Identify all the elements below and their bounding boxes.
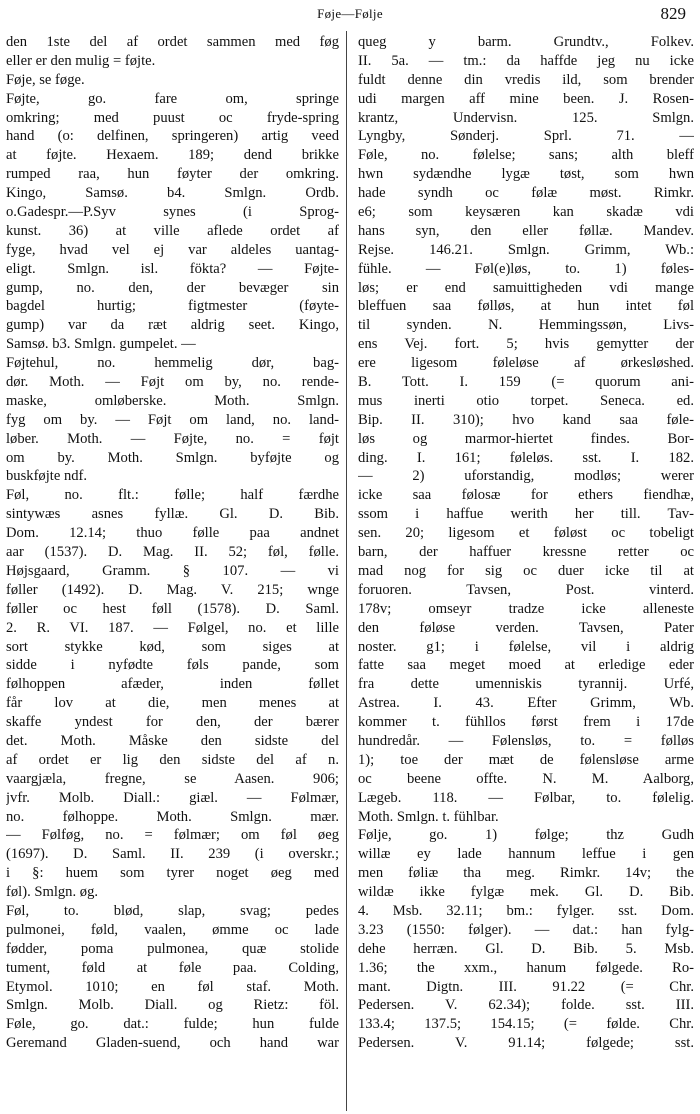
text-line: Pedersen. V. 62.34); folde. sst. III. [358,997,694,1014]
text-line: Kingo, Samsø. b4. Smlgn. Ordb. [6,185,339,202]
text-line: løs og marmor-hiertet findes. Bor- [358,430,694,447]
text-line: 2. R. VI. 187. — Følgel, no. et lille [6,619,339,636]
text-line: Føle, no. følelse; sans; alth bleff [358,147,694,164]
text-line: noster. g1; i følelse, vil i aldrig [358,638,694,655]
text-line: oc beene offte. N. M. Aalborg, [358,770,694,787]
text-line: 3.23 (1550: følger). — dat.: han fylg- [358,921,694,938]
text-line: Føle, go. dat.: fulde; hun fulde [6,1016,339,1033]
text-line: — 2) uforstandig, modløs; werer [358,468,694,485]
text-line: ssom i haffue werith her till. Tav- [358,506,694,523]
text-line: fra dette umenniskis tyrannij. Urfé, [358,676,694,693]
text-line: kommer t. fühllos først frem i 17de [358,714,694,731]
text-line: mad nog for sig oc duer icke til at [358,562,694,579]
text-line: gump) var da ræt aldrig seet. Kingo, [6,317,339,334]
page-number: 829 [660,4,686,23]
text-line: får lov at die, men menes at [6,695,339,712]
text-line: til synden. N. Hemmingssøn, Livs- [358,317,694,334]
text-line: Føjte, go. fare om, springe [6,90,339,107]
text-line: omkring; med puust oc fryde-spring [6,109,339,126]
text-line: hade syndh oc følæ møst. Rimkr. [358,185,694,202]
text-line: af ordet er lig den sidste del af n. [6,751,339,768]
text-line: o.Gadespr.—P.Syv synes (i Sprog- [6,204,339,221]
text-line: sort stykke kød, som siges at [6,638,339,655]
text-line: pulmonei, føld, vaalen, ømme oc lade [6,921,339,938]
text-line: Lyngby, Sønderj. Sprl. 71. — [358,128,694,145]
text-line: eligt. Smlgn. isl. fökta? — Føjte- [6,260,339,277]
text-line: barn, der haffuer kressne retter oc [358,544,694,561]
running-head: Føje—Følje [317,6,383,21]
text-line: Pedersen. V. 91.14; følgede; sst. [358,1035,694,1052]
text-line: Moth. Smlgn. t. fühlbar. [358,808,499,825]
text-line: Lægeb. 118. — Følbar, to. følelig. [358,789,694,806]
text-line: hans syn, den eller føllæ. Mandev. [358,222,694,239]
text-line: no. følhoppe. Moth. Smlgn. mær. [6,808,339,825]
text-line: gump, no. den, der bevæger sin [6,279,339,296]
text-line: Føje, se føge. [6,71,85,88]
text-line: eller er den mulig = føjte. [6,52,156,69]
text-line: jvfr. Molb. Diall.: giæl. — Følmær, [6,789,339,806]
text-line: kunst. 36) at ville aflede ordet af [6,222,339,239]
text-line: Samsø. b3. Smlgn. gumpelet. — [6,336,196,353]
text-line: willæ ey lade hannum leffue i gen [358,846,694,863]
text-line: i §: huem som tyrer noget øeg med [6,865,339,882]
text-line: e6; som keysæren kan skadæ vdi [358,204,694,221]
text-line: rumped raa, hun føyter der omkring. [6,166,339,183]
text-line: B. Tott. I. 159 (= quorum ani- [358,374,694,391]
text-line: hundredår. — Følensløs, to. = følløs [358,732,694,749]
text-line: skaffe yndest for den, der bærer [6,714,339,731]
text-line: den føløse verden. Tavsen, Pater [358,619,694,636]
text-line: sidde i nyfødte føls pande, som [6,657,339,674]
text-line: Føl, no. flt.: følle; half færdhe [6,487,339,504]
text-line: Bip. II. 310); hvo kand saa føle- [358,411,694,428]
text-line: udi margen aff mine been. J. Rosen- [358,90,694,107]
text-line: Føl, to. blød, slap, svag; pedes [6,902,339,919]
text-line: tument, føld at føle paa. Colding, [6,959,339,976]
text-line: Følje, go. 1) følge; thz Gudh [358,827,694,844]
text-line: Dom. 12.14; thuo følle paa andnet [6,525,339,542]
column-divider [346,31,347,1111]
text-line: Højsgaard, Gramm. § 107. — vi [6,562,339,579]
text-line: Geremand Gladen-suend, och hand war [6,1035,339,1052]
text-line: føl). Smlgn. øg. [6,884,99,901]
text-line: føller oc hest føll (1578). D. Saml. [6,600,339,617]
text-line: 133.4; 137.5; 154.15; (= følde. Chr. [358,1016,694,1033]
text-line: Rejse. 146.21. Smlgn. Grimm, Wb.: [358,241,694,258]
text-line: bagdel hurtig; figtmester (føyte- [6,298,339,315]
text-line: dehe herræn. Gl. D. Bib. 5. Msb. [358,940,694,957]
text-line: ens Vej. fort. 5; hvis gemytter der [358,336,694,353]
text-line: mus inerti otio torpet. Seneca. ed. [358,392,694,409]
text-line: buskføjte ndf. [6,468,88,485]
text-line: 1); toe der mæt de følensløse arme [358,751,694,768]
text-line: — Følføg, no. = følmær; om føl øeg [6,827,339,844]
text-line: om by. Moth. Smlgn. byføjte og [6,449,339,466]
text-line: ere ligesom føleløse af ørkesløshed. [358,355,694,372]
text-line: løber. Moth. — Føjte, no. = føjt [6,430,339,447]
text-line: dør. Moth. — Føjt om by, no. rende- [6,374,339,391]
left-column [6,33,339,1053]
text-line: icke saa følosæ for ethers fiendhæ, [358,487,694,504]
text-line: Astrea. I. 43. Efter Grimm, Wb. [358,695,694,712]
text-line: fyge, hvad vel ej var aldeles uantag- [6,241,339,258]
text-line: fuldt denne din vredis ild, som brender [358,71,694,88]
text-line: hand (o: delfinen, springeren) artig veed [6,128,339,145]
text-line: ding. I. 161; føleløs. sst. I. 182. [358,449,694,466]
text-line: mant. Digtn. III. 91.22 (= Chr. [358,978,694,995]
text-line: løs; er end samuittigheden vdi mange [358,279,694,296]
text-line: wildæ ikke fylgæ mek. Gl. D. Bib. [358,884,694,901]
text-line: fühle. — Føl(e)løs, to. 1) føles- [358,260,694,277]
text-line: fyg om by. — Føjt om land, no. land- [6,411,339,428]
text-line: aar (1537). D. Mag. II. 52; føl, følle. [6,544,339,561]
text-line: foruoren. Tavsen, Post. vinterd. [358,581,694,598]
page-header [0,0,700,28]
text-line: maske, omløberske. Moth. Smlgn. [6,392,339,409]
text-line: 178v; omseyr tradze icke alleneste [358,600,694,617]
text-line: Føjtehul, no. hemmelig dør, bag- [6,355,339,372]
text-line: den 1ste del af ordet sammen med føg [6,34,339,50]
text-line: sintywæs asnes fyllæ. Gl. D. Bib. [6,506,339,523]
text-line: krantz, Undervisn. 125. Smlgn. [358,109,694,126]
right-column [358,33,694,1053]
text-line: Smlgn. Molb. Diall. og Rietz: föl. [6,997,339,1014]
text-line: queg y barm. Grundtv., Folkev. [358,34,694,50]
text-line: fatte saa meget moed at erledige eder [358,657,694,674]
text-line: (1697). D. Saml. II. 239 (i overskr.; [6,846,339,863]
text-line: at føjte. Hexaem. 189; dend brikke [6,147,339,164]
text-line: sen. 20; ligesom et føløst oc tobeligt [358,525,694,542]
text-line: hwn sydændhe lygæ tøst, som hwn [358,166,694,183]
text-line: bleffuen saa følløs, at hun intet føl [358,298,694,315]
text-line: føller (1492). D. Mag. V. 215; wnge [6,581,339,598]
text-line: det. Moth. Måske den sidste del [6,732,339,749]
text-line: 1.36; the xxm., hanum følgede. Ro- [358,959,694,976]
text-line: men føliæ tha meg. Rimkr. 14v; the [358,865,694,882]
text-line: fødder, poma pulmonea, quæ stolide [6,940,339,957]
text-line: følhoppen afæder, inden føllet [6,676,339,693]
text-line: vaargjæla, fregne, se Aasen. 906; [6,770,339,787]
text-line: Etymol. 1010; en føl staf. Moth. [6,978,339,995]
text-line: II. 5a. — tm.: da haffde jeg nu icke [358,52,694,69]
text-line: 4. Msb. 32.11; bm.: fylger. sst. Dom. [358,902,694,919]
